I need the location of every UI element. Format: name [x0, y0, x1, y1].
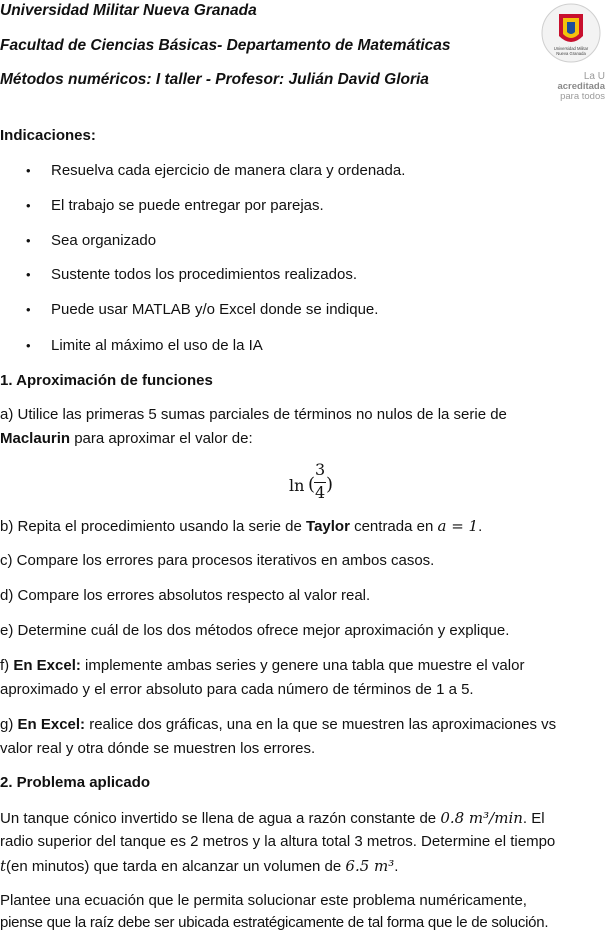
- left-paren: (: [308, 474, 316, 495]
- item-b: [0, 517, 482, 535]
- instructions-title: Indicaciones:: [0, 127, 96, 144]
- course-line: Métodos numéricos: I taller - Profesor: Julián David Gloria: [0, 71, 429, 88]
- ln-function: ln: [289, 476, 305, 495]
- fraction-numerator: 3: [315, 460, 326, 479]
- bullet-dot: •: [26, 233, 31, 248]
- problem-line2: radio superior del tanque es 2 metros y la altura total 3 metros. Determine el tiempo: [0, 833, 556, 850]
- right-paren: ): [326, 474, 334, 495]
- instruction-item: Puede usar MATLAB y/o Excel donde se indique.: [51, 301, 379, 318]
- logo-para-todos: para todos: [560, 91, 605, 102]
- logo-acreditada: acreditada: [557, 81, 605, 92]
- item-f-line1: [0, 657, 524, 674]
- item-b-end: .: [478, 518, 483, 535]
- item-e: e) Determine cuál de los dos métodos ofrece mejor aproximación y explique.: [0, 622, 510, 639]
- svg-text:Nueva Granada: Nueva Granada: [556, 51, 586, 56]
- university-seal-icon: [537, 2, 605, 64]
- problem-line1: [0, 809, 545, 827]
- instruction-item: Sustente todos los procedimientos realizados.: [51, 266, 358, 283]
- taylor-label: Taylor: [306, 518, 350, 535]
- item-g-line2: valor real y otra dónde se muestren los errores.: [0, 740, 316, 757]
- item-b-mid: centrada en: [349, 518, 438, 535]
- bullet-dot: •: [26, 267, 31, 282]
- excel-label: En Excel:: [17, 716, 86, 733]
- problem-text-end: . El: [522, 810, 545, 827]
- instruction-item: El trabajo se puede entregar por parejas.: [51, 197, 324, 214]
- bullet-dot: •: [26, 163, 31, 178]
- maclaurin-label: Maclaurin: [0, 430, 71, 447]
- bullet-dot: •: [26, 302, 31, 317]
- section2-title: 2. Problema aplicado: [0, 774, 151, 791]
- problem-text-end: .: [394, 858, 399, 875]
- item-f-prefix: f): [0, 657, 14, 674]
- logo-la-u: La U: [583, 71, 605, 82]
- excel-label: En Excel:: [13, 657, 81, 674]
- bullet-dot: •: [26, 338, 31, 353]
- item-f-text: implemente ambas series y genere una tabla que muestre el valor: [80, 657, 525, 674]
- university-logo: [537, 2, 605, 102]
- item-g-text: realice dos gráficas, una en la que se muestren las aproximaciones vs: [85, 716, 557, 733]
- item-a-line2: [0, 430, 253, 447]
- item-a-line1: a) Utilice las primeras 5 sumas parciales de términos no nulos de la serie de: [0, 406, 507, 423]
- fill-rate: 0.8 m³/min: [440, 809, 523, 827]
- problem-line3: [0, 857, 398, 875]
- time-variable: t: [0, 857, 7, 875]
- instruction-item: Resuelva cada ejercicio de manera clara y ordenada.: [51, 162, 406, 179]
- instruction-item: Limite al máximo el uso de la IA: [51, 337, 263, 354]
- item-g-line1: [0, 716, 556, 733]
- item-c: c) Compare los errores para procesos iterativos en ambos casos.: [0, 552, 435, 569]
- item-f-line2: aproximado y el error absoluto para cada número de términos de 1 a 5.: [0, 681, 474, 698]
- section1-title: 1. Aproximación de funciones: [0, 372, 213, 389]
- item-a-tail: para aproximar el valor de:: [70, 430, 253, 447]
- center-value: a = 1: [437, 517, 479, 535]
- bullet-dot: •: [26, 198, 31, 213]
- fraction-denominator: 4: [315, 483, 326, 502]
- university-name: Universidad Militar Nueva Granada: [0, 2, 257, 19]
- instruction-item: Sea organizado: [51, 232, 157, 249]
- problem-line4: Plantee una ecuación que le permita solucionar este problema numéricamente,: [0, 892, 527, 909]
- item-b-text: b) Repita el procedimiento usando la serie de: [0, 518, 307, 535]
- faculty-line: Facultad de Ciencias Básicas- Departamento de Matemáticas: [0, 37, 451, 54]
- target-volume: 6.5 m³: [345, 857, 395, 875]
- svg-text:Universidad Militar: Universidad Militar: [553, 46, 589, 51]
- problem-line5: piense que la raíz debe ser ubicada estratégicamente de tal forma que le de solución.: [0, 914, 549, 931]
- item-g-prefix: g): [0, 716, 18, 733]
- item-d: d) Compare los errores absolutos respecto al valor real.: [0, 587, 371, 604]
- problem-text: (en minutos) que tarda en alcanzar un volumen de: [6, 858, 346, 875]
- problem-text: Un tanque cónico invertido se llena de agua a razón constante de: [0, 810, 441, 827]
